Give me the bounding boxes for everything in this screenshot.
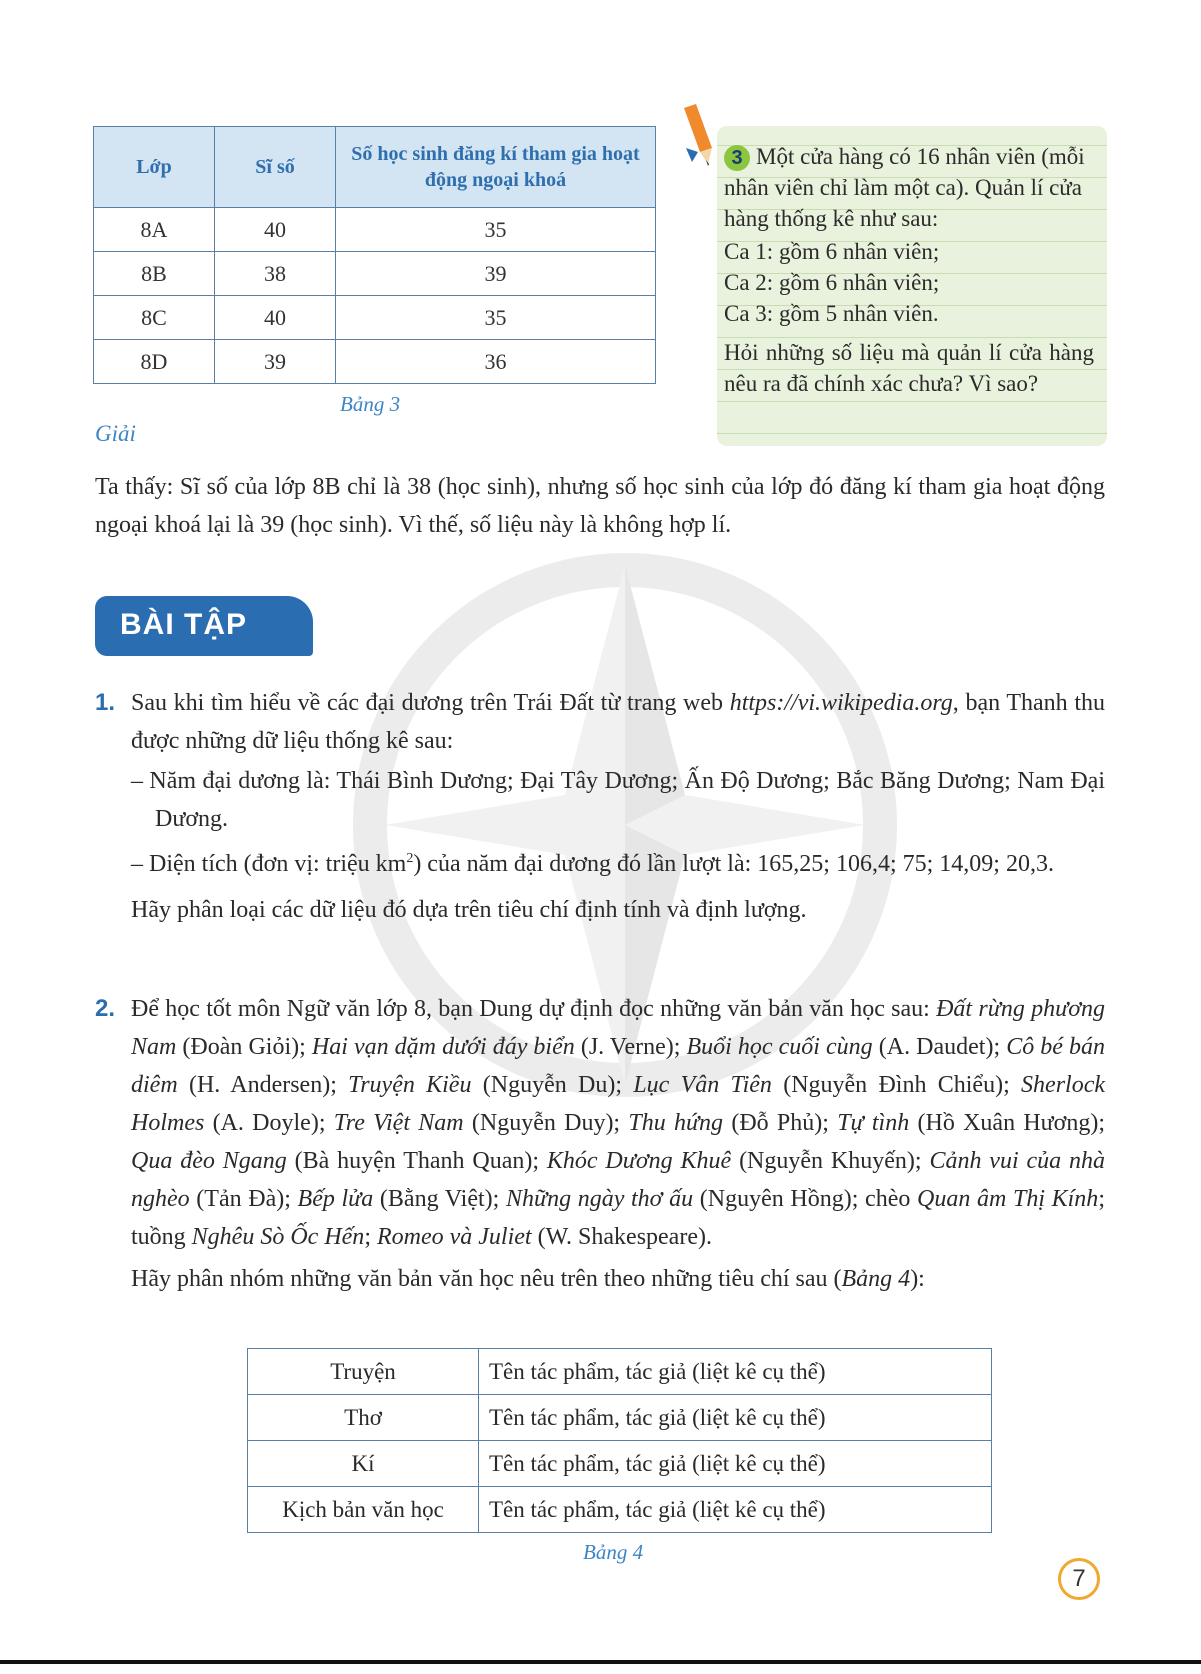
work-author: (Bằng Việt); <box>373 1186 506 1212</box>
work-author: (Nguyễn Du); <box>471 1072 634 1098</box>
table-3-header-size: Sĩ số <box>215 127 336 208</box>
table-row <box>248 1395 992 1441</box>
work-title: Romeo và Juliet <box>376 1224 532 1250</box>
work-title: Sherlock Holmes <box>131 1072 1106 1136</box>
note-intro-text: Một cửa hàng có 16 nhân viên (mỗi nhân viên chỉ làm một ca). Quản lí cửa hàng thống kê như sau: <box>724 144 1085 231</box>
note-line: Ca 1: gồm 6 nhân viên; <box>724 239 940 264</box>
bullet-2-text-b: ) của năm đại dương đó lần lượt là: 165,25; 106,4; 75; 14,09; 20,3. <box>413 851 1054 877</box>
work-title: Quan âm Thị Kính <box>917 1186 1099 1212</box>
section-title: BÀI TẬP <box>120 608 247 641</box>
work-title: Đất rừng phương Nam <box>131 996 1106 1060</box>
work-author: ; tuồng <box>131 1186 1105 1250</box>
table-cell: Kịch bản văn học <box>248 1487 479 1533</box>
work-title: Cô bé bán diêm <box>131 1034 1106 1098</box>
table-row <box>248 1487 992 1533</box>
pencil-icon <box>678 104 722 170</box>
table-cell: 39 <box>336 252 656 296</box>
exercise-2-task <box>95 1260 1105 1298</box>
exercise-1-intro-end: , bạn Thanh thu được những dữ liệu thống kê sau: <box>131 690 1106 754</box>
work-author: (Đỗ Phủ); <box>723 1110 838 1136</box>
work-title: Hai vạn dặm dưới đáy biển <box>311 1034 575 1060</box>
table-3 <box>93 126 656 384</box>
table-cell: Tên tác phẩm, tác giả (liệt kê cụ thể) <box>479 1441 992 1487</box>
work-title: Những ngày thơ ấu <box>505 1186 694 1212</box>
page-number: 7 <box>1058 1558 1100 1600</box>
table-row <box>94 340 656 384</box>
table-cell: Tên tác phẩm, tác giả (liệt kê cụ thể) <box>479 1395 992 1441</box>
table-cell: 39 <box>215 340 336 384</box>
work-author: (J. Verne); <box>574 1034 687 1060</box>
work-title: Bếp lửa <box>297 1186 374 1212</box>
table-cell: Kí <box>248 1441 479 1487</box>
table-4-caption: Bảng 4 <box>583 1540 644 1564</box>
exercise-1-url: https://vi.wikipedia.org <box>729 690 953 716</box>
table-3-header-registered: Số học sinh đăng kí tham gia hoạt động ngoại khoá <box>336 127 656 208</box>
table-cell: 38 <box>215 252 336 296</box>
solution-label: Giải <box>95 421 136 446</box>
table-cell: 8A <box>94 208 215 252</box>
work-author: (Nguyễn Đình Chiểu); <box>771 1072 1022 1098</box>
table-cell: 8D <box>94 340 215 384</box>
work-title: Tre Việt Nam <box>333 1110 464 1136</box>
work-author: (W. Shakespeare). <box>531 1224 712 1250</box>
table-row <box>94 296 656 340</box>
work-title: Thu hứng <box>628 1110 724 1136</box>
table-3-header-row <box>94 127 656 208</box>
work-title: Cảnh vui của nhà nghèo <box>131 1148 1106 1212</box>
note-question: Hỏi những số liệu mà quản lí cửa hàng nêu ra đã chính xác chưa? Vì sao? <box>724 340 1094 396</box>
exercise-2-task-a: Hãy phân nhóm những văn bản văn học nêu trên theo những tiêu chí sau ( <box>131 1266 842 1292</box>
work-title: Lục Vân Tiên <box>633 1072 772 1098</box>
exercise-2 <box>95 990 1105 1298</box>
exercise-1-task: Hãy phân loại các dữ liệu đó dựa trên tiêu chí định tính và định lượng. <box>131 897 807 923</box>
table-cell: Thơ <box>248 1395 479 1441</box>
bullet-2-superscript: 2 <box>406 851 414 866</box>
work-author: (Bà huyện Thanh Quan); <box>286 1148 547 1174</box>
exercise-1-number: 1. <box>95 689 116 716</box>
exercise-2-task-ref: Bảng 4 <box>841 1266 911 1292</box>
table-4 <box>247 1348 992 1533</box>
exercise-2-task-b: ): <box>910 1266 925 1292</box>
table-cell: 8B <box>94 252 215 296</box>
bottom-rule <box>0 1660 1201 1664</box>
table-cell: 40 <box>215 208 336 252</box>
work-author: (Nguyễn Duy); <box>463 1110 629 1136</box>
table-row <box>94 252 656 296</box>
work-title: Khóc Dương Khuê <box>546 1148 732 1174</box>
note-text <box>724 141 1094 399</box>
work-title: Qua đèo Ngang <box>131 1148 287 1174</box>
exercise-1-bullet-1: – Năm đại dương là: Thái Bình Dương; Đại Tây Dương; Ấn Độ Dương; Bắc Băng Dương; Nam Đại Dương. <box>131 768 1105 832</box>
table-cell: Truyện <box>248 1349 479 1395</box>
exercise-1-intro-text: Sau khi tìm hiểu về các đại dương trên Trái Đất từ trang web <box>131 690 724 716</box>
work-title: Tự tình <box>837 1110 910 1136</box>
table-row <box>248 1349 992 1395</box>
bullet-2-text-a: – Diện tích (đơn vị: triệu km <box>131 851 407 877</box>
table-3-caption: Bảng 3 <box>340 392 401 416</box>
table-row <box>94 208 656 252</box>
work-author: (Nguyên Hồng); chèo <box>693 1186 918 1212</box>
work-title: Truyện Kiều <box>348 1072 472 1098</box>
note-line: Ca 3: gồm 5 nhân viên. <box>724 301 939 326</box>
work-author: (Hồ Xuân Hương); <box>909 1110 1106 1136</box>
exercise-2-intro: Để học tốt môn Ngữ văn lớp 8, bạn Dung dự định đọc những văn bản văn học sau: <box>131 996 930 1022</box>
work-author: (Nguyễn Khuyến); <box>731 1148 930 1174</box>
work-title: Nghêu Sò Ốc Hến <box>191 1224 365 1250</box>
exercise-2-body <box>131 990 1105 1256</box>
table-cell: 36 <box>336 340 656 384</box>
table-cell: Tên tác phẩm, tác giả (liệt kê cụ thể) <box>479 1487 992 1533</box>
table-row <box>248 1441 992 1487</box>
table-cell: 8C <box>94 296 215 340</box>
note-number-badge: 3 <box>724 145 750 171</box>
work-author: (A. Daudet); <box>872 1034 1007 1060</box>
exercise-1 <box>95 684 1105 929</box>
work-author: (A. Doyle); <box>204 1110 334 1136</box>
work-title: Buổi học cuối cùng <box>686 1034 873 1060</box>
work-author: (Đoàn Giỏi); <box>176 1034 312 1060</box>
table-3-header-class: Lớp <box>94 127 215 208</box>
table-cell: 40 <box>215 296 336 340</box>
exercise-2-number: 2. <box>95 995 116 1022</box>
note-intro <box>724 141 1094 234</box>
exercise-1-intro <box>131 684 1105 760</box>
exercise-1-bullet-2 <box>131 840 1105 883</box>
table-cell: 35 <box>336 296 656 340</box>
table-cell: Tên tác phẩm, tác giả (liệt kê cụ thể) <box>479 1349 992 1395</box>
work-author: ; <box>364 1224 377 1250</box>
work-author: (Tản Đà); <box>189 1186 298 1212</box>
note-line: Ca 2: gồm 6 nhân viên; <box>724 270 940 295</box>
solution-text: Ta thấy: Sĩ số của lớp 8B chỉ là 38 (học sinh), nhưng số học sinh của lớp đó đăng kí tham gia hoạt động ngoại khoá lại là 39 (học sinh). Vì thế, số liệu này là không hợp lí. <box>95 474 1105 538</box>
work-author: (H. Andersen); <box>177 1072 349 1098</box>
table-cell: 35 <box>336 208 656 252</box>
